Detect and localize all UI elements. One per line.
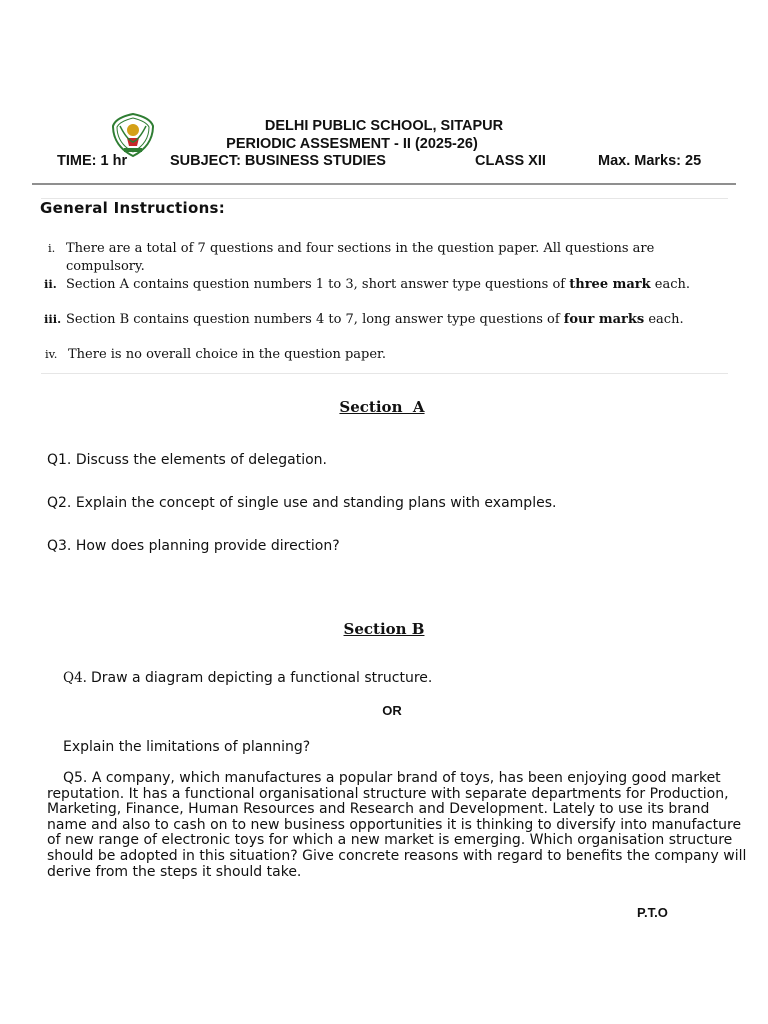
pto-label: P.T.O: [637, 905, 668, 920]
instruction-item: [42, 276, 722, 294]
instruction-number: iv.: [45, 347, 58, 361]
exam-title: PERIODIC ASSESMENT - II (2025-26): [226, 136, 478, 152]
question-4-text: Draw a diagram depicting a functional structure.: [90, 670, 433, 686]
section-b-title: Section B: [343, 620, 425, 638]
question-1: Q1. Discuss the elements of delegation.: [47, 452, 327, 468]
instruction-number: i.: [48, 241, 56, 255]
instruction-text: Section B contains question numbers 4 to 7, long answer type questions of four marks each.: [66, 312, 684, 327]
question-3: Q3. How does planning provide direction?: [47, 538, 340, 554]
exam-subject: SUBJECT: BUSINESS STUDIES: [170, 153, 386, 169]
instruction-number: ii.: [44, 277, 57, 291]
header-divider: [32, 183, 736, 185]
instruction-text: There are a total of 7 questions and four sections in the question paper. All questions are compulsory.: [66, 241, 655, 274]
section-a-title: Section A: [339, 398, 425, 416]
max-marks: Max. Marks: 25: [598, 153, 702, 169]
school-name: DELHI PUBLIC SCHOOL, SITAPUR: [264, 118, 504, 134]
question-4: [63, 670, 432, 686]
instruction-text: Section A contains question numbers 1 to 3, short answer type questions of three mark each.: [66, 277, 691, 292]
instructions-bottom-rule: [41, 373, 728, 374]
question-2: Q2. Explain the concept of single use and standing plans with examples.: [47, 495, 557, 511]
question-5: Q5. A company, which manufactures a popular brand of toys, has been enjoying good market reputation. It has a functional organisational structure with separate departments for Production, Marketing, Finance, Human Resources and Research and Development. Lately to use its brand name and also to cash on to new business opportunities it is thinking to diversify into manufacture of new range of electronic toys for which a new market is emerging. Which organisation structure should be adopted in this situation? Give concrete reasons with regard to benefits the company will derive from the steps it should take.: [47, 770, 747, 880]
instructions-heading: General Instructions:: [40, 199, 226, 217]
instruction-item: [42, 311, 722, 329]
instruction-item: [42, 346, 722, 364]
exam-time: TIME: 1 hr: [57, 153, 128, 169]
instruction-item: [42, 240, 722, 275]
instruction-text: There is no overall choice in the question paper.: [68, 347, 386, 362]
question-4-number: Q4.: [63, 670, 87, 686]
question-4-alternative: Explain the limitations of planning?: [63, 739, 311, 755]
instruction-number: iii.: [44, 312, 62, 326]
or-separator: OR: [382, 703, 402, 718]
exam-class: CLASS XII: [475, 153, 546, 169]
